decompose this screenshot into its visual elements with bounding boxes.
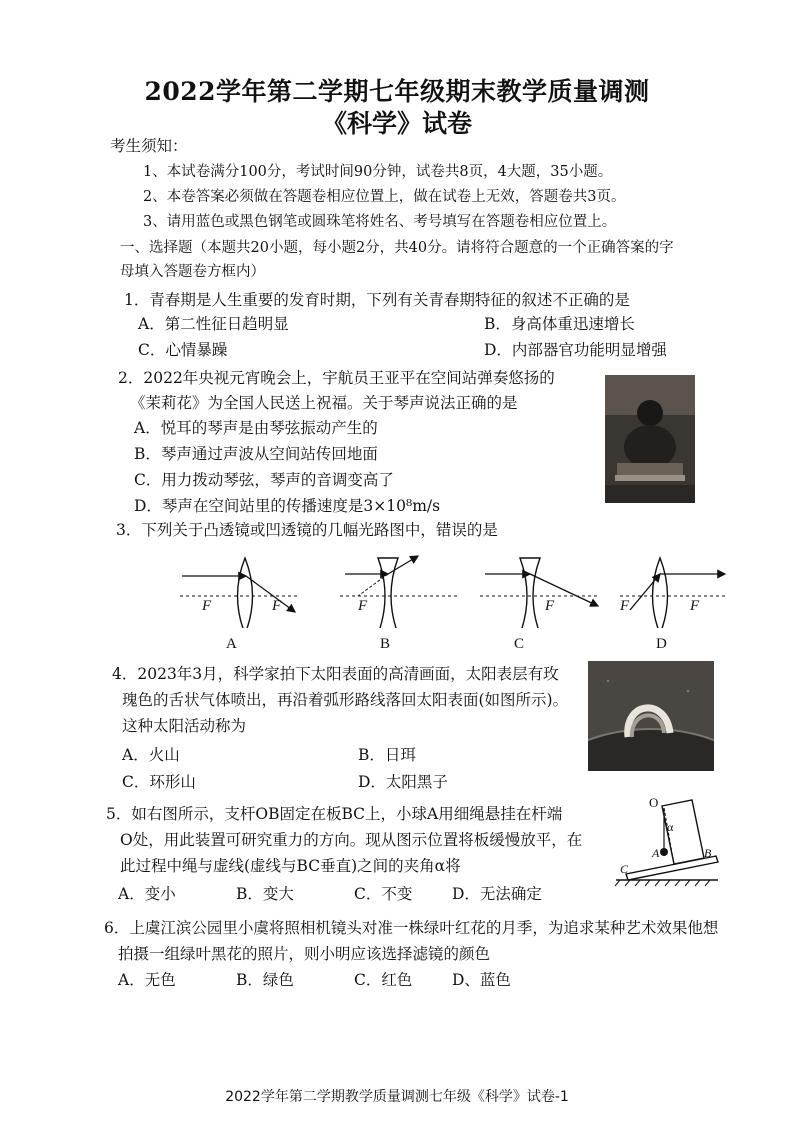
q6-option-a: A．无色: [118, 971, 176, 989]
exam-title: 2022学年第二学期七年级期末教学质量调测: [144, 77, 650, 106]
q3-stem: 3．下列关于凸透镜或凹透镜的几幅光路图中，错误的是: [116, 521, 498, 539]
section-heading-line2: 母填入答题卷方框内）: [120, 264, 265, 280]
label-c: C: [620, 862, 629, 876]
plumb-line-figure: [612, 792, 722, 888]
q2-option-d: D．琴声在空间站里的传播速度是3×10⁸m/s: [134, 497, 441, 515]
diagram-d-convex-lens: [620, 558, 725, 628]
astronaut-photo: [605, 375, 695, 503]
q4-stem-line1: 4．2023年3月，科学家拍下太阳表面的高清画面，太阳表层有玫: [112, 665, 559, 683]
exam-subtitle: 《科学》试卷: [321, 109, 472, 138]
q2-option-b: B．琴声通过声波从空间站传回地面: [134, 445, 378, 463]
q4-option-b: B．日珥: [358, 746, 416, 764]
q6-stem-line2: 拍摄一组绿叶黑花的照片，则小明应该选择滤镜的颜色: [118, 945, 491, 963]
notice-item-3: 3、请用蓝色或黑色钢笔或圆珠笔将姓名、考号填写在答题卷相应位置上。: [143, 214, 617, 230]
diagram-c-concave-lens: [480, 558, 600, 628]
q4-option-d: D．太阳黑子: [358, 773, 448, 791]
q6-option-d: D、蓝色: [452, 971, 511, 989]
q5-stem-line2: O处，用此装置可研究重力的方向。现从图示位置将板缓慢放平，在: [120, 831, 583, 849]
diagram-c-label: C: [514, 636, 525, 652]
diagram-a-focus-left: F: [202, 598, 212, 614]
q5-stem-line1: 5．如右图所示，支杆OB固定在板BC上，小球A用细绳悬挂在杆端: [106, 805, 563, 823]
label-o: O: [649, 795, 659, 810]
label-alpha: α: [667, 820, 674, 834]
diagram-b-concave-lens: [340, 556, 460, 628]
q6-option-b: B．绿色: [236, 971, 294, 989]
q5-option-d: D．无法确定: [452, 885, 542, 903]
diagram-d-label: D: [656, 636, 667, 652]
q2-option-c: C．用力拨动琴弦，琴声的音调变高了: [134, 471, 394, 489]
q2-stem-line1: 2．2022年央视元宵晚会上，宇航员王亚平在空间站弹奏悠扬的: [118, 369, 555, 387]
q1-option-d: D．内部器官功能明显增强: [484, 341, 667, 359]
q6-stem-line1: 6．上虞江滨公园里小虞将照相机镜头对准一株绿叶红花的月季，为追求某种艺术效果他想: [104, 919, 719, 937]
q5-option-b: B．变大: [236, 885, 294, 903]
q1-stem: 1．青春期是人生重要的发育时期，下列有关青春期特征的叙述不正确的是: [124, 291, 630, 309]
q5-option-c: C．不变: [354, 885, 413, 903]
diagram-a-convex-lens: [180, 558, 300, 628]
q5-stem-line3: 此过程中绳与虚线(虚线与BC垂直)之间的夹角α将: [120, 857, 461, 875]
q2-stem-line2: 《茉莉花》为全国人民送上祝福。关于琴声说法正确的是: [130, 394, 518, 412]
q2-option-a: A．悦耳的琴声是由琴弦振动产生的: [134, 419, 378, 437]
label-b: B: [704, 846, 712, 860]
q1-option-c: C．心情暴躁: [138, 341, 228, 359]
q4-option-c: C．环形山: [122, 773, 196, 791]
notice-item-2: 2、本卷答案必须做在答题卷相应位置上，做在试卷上无效，答题卷共3页。: [143, 189, 626, 205]
notice-item-1: 1、本试卷满分100分，考试时间90分钟，试卷共8页，4大题，35小题。: [143, 164, 613, 180]
section-heading-line1: 一、选择题（本题共20小题，每小题2分，共40分。请将符合题意的一个正确答案的字: [120, 240, 674, 256]
notice-heading: 考生须知：: [110, 137, 188, 155]
q4-option-a: A．火山: [122, 746, 180, 764]
q6-option-c: C．红色: [354, 971, 413, 989]
diagram-d-focus-left: F: [620, 598, 630, 614]
diagram-c-focus: F: [545, 598, 555, 614]
lens-diagrams: [170, 548, 730, 628]
label-a: A: [652, 846, 660, 860]
q1-option-b: B．身高体重迅速增长: [484, 315, 635, 333]
diagram-d-focus-right: F: [690, 598, 700, 614]
q4-stem-line2: 瑰色的舌状气体喷出，再沿着弧形路线落回太阳表面(如图所示)。: [122, 691, 569, 709]
diagram-b-label: B: [380, 636, 391, 652]
page-footer: 2022学年第二学期教学质量调测七年级《科学》试卷-1: [225, 1089, 569, 1105]
diagram-a-label: A: [226, 636, 237, 652]
diagram-a-focus-right: F: [272, 598, 282, 614]
q5-option-a: A．变小: [118, 885, 176, 903]
q1-option-a: A．第二性征日趋明显: [138, 315, 289, 333]
diagram-b-focus: F: [358, 598, 368, 614]
q4-stem-line3: 这种太阳活动称为: [122, 717, 247, 735]
solar-prominence-photo: [588, 661, 714, 771]
